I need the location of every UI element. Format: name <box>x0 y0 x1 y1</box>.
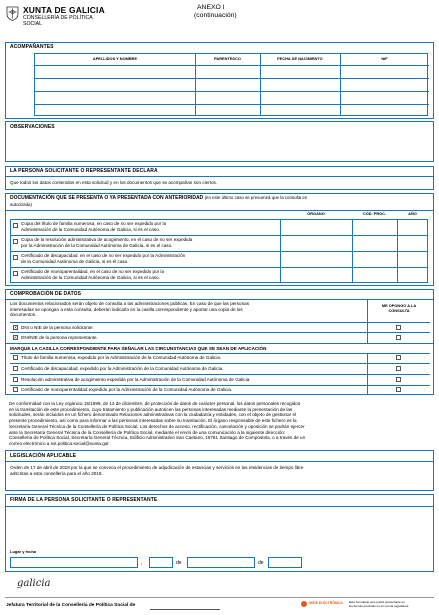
dept-line2: SOCIAL <box>23 21 43 27</box>
companion-name-field[interactable] <box>35 78 195 91</box>
declara-text: Que todos los datos contenidos en esta solicitud y en los documentos que se acompañan son ciertos. <box>10 180 218 185</box>
divider <box>260 54 261 116</box>
doc-item-line: Certificado de monoparentalidad, en el caso de no ser expedido por la <box>21 269 165 274</box>
col-parentesco: PARENTESCO <box>214 56 241 61</box>
doc-item-familia <box>21 221 277 232</box>
documentacion-title-bold: DOCUMENTACIÓN QUE SE PRESENTA O YA PRESENTADA CON ANTERIORIDAD <box>10 195 204 201</box>
lugar-fecha-label: Lugar y fecha <box>10 549 37 554</box>
divider <box>10 235 428 236</box>
doc-item-line: por la Administración de la Comunidad Autónoma de Galicia, si es el caso. <box>21 242 173 248</box>
legislacion-line: adscritas a esta consellería para el año 2018. <box>10 470 103 476</box>
dni-representante-label: DNI/NIE de la persona representante. <box>21 335 98 340</box>
dni-solicitante-label: DNI o NIE de la persona solicitante. <box>21 325 94 330</box>
proteccion-line: Secretaría General Técnica de la Consellería de Política Social. Los derechos de acceso, rectificación, cancelación y oposición se podrán ejercer <box>9 423 305 429</box>
col-apellidos-nombre: APELLIDOS Y NOMBRE <box>92 56 138 61</box>
legislacion-title: LEGISLACIÓN APLICABLE <box>10 453 77 459</box>
doc-item-line: de la Comunidad Autónoma de Galicia, si es el caso. <box>21 258 129 264</box>
firma-title: FIRMA DE LA PERSONA SOLICITANTE O REPRESENTANTE <box>10 497 158 503</box>
acompanantes-title: ACOMPAÑANTES <box>10 44 54 50</box>
proteccion-line: presente procedimiento, así como para informar a las personas interesadas sobre su tramitación. El órgano responsable de este fichero es la <box>9 418 297 424</box>
oppose-header-line1: ME OPONGO A LA <box>381 303 417 308</box>
mes-field[interactable] <box>187 557 255 568</box>
divider <box>340 54 341 116</box>
dni-solicitante-checkbox[interactable]: × <box>14 325 17 330</box>
annex-continuation: (continuación) <box>194 12 237 19</box>
proteccion-line: ante la Secretaría General Técnica de la Consellería de Política Social, mediante el envío de una comunicación a la siguiente dirección: <box>9 429 286 435</box>
companion-name-field[interactable] <box>35 65 195 78</box>
documentacion-title-note2: autorizada) <box>10 202 32 207</box>
col-ano: AÑO <box>408 211 417 216</box>
declara-title: LA PERSONA SOLICITANTE O REPRESENTANTE DECLARA <box>10 168 158 174</box>
oppose-familia-checkbox[interactable] <box>396 355 401 360</box>
comprobacion-intro <box>10 301 365 318</box>
intro-line: documentos. <box>10 312 37 317</box>
marque-title: MARQUE LA CASILLA CORRESPONDIENTE PARA SEÑALAR LAS CIRCUNSTANCIAS QUE SE SEAN DE APLICACIÓN <box>10 346 267 351</box>
intro-line: Los documentos relacionados serán objeto de consulta a las administraciones públicas. En caso de que las personas <box>10 301 250 306</box>
divider <box>5 176 434 177</box>
companion-name-field[interactable] <box>35 91 195 104</box>
sede-note-line2: las formas previstas en su norma reguladora <box>349 604 409 608</box>
observaciones-field[interactable] <box>10 132 430 160</box>
marque-familia-checkbox[interactable] <box>13 355 18 360</box>
oppose-monoparentalidad-checkbox[interactable] <box>396 387 401 392</box>
observaciones-title: OBSERVACIONES <box>10 124 55 130</box>
dni-representante-checkbox[interactable]: × <box>14 335 17 340</box>
oppose-representante-checkbox[interactable] <box>396 335 401 340</box>
divider <box>10 322 430 323</box>
marque-monoparentalidad-checkbox[interactable] <box>13 387 18 392</box>
galicia-logo: galicia <box>17 578 51 589</box>
org-name: XUNTA DE GALICIA <box>23 5 105 15</box>
legislacion-line: Orden de 17 de abril de 2018 por la que se convoca el procedimiento de adjudicación de estancias y servicios en las residencias de tiempo libre <box>10 465 304 470</box>
oppose-discapacidad-checkbox[interactable] <box>396 366 401 371</box>
annex-title: ANEXO I <box>197 4 225 11</box>
marque-familia-label: Título de familia numerosa, expedido por la Administración de la Comunidad Autónoma de Galicia. <box>21 355 222 360</box>
oppose-header <box>368 304 430 313</box>
doc-item-discapacidad <box>21 253 277 264</box>
xunta-shield-icon <box>6 6 19 21</box>
dia-field[interactable] <box>149 557 173 568</box>
documentacion-title <box>10 195 307 201</box>
col-cod-proc: CÓD. PROC. <box>362 211 387 216</box>
divider <box>10 251 428 252</box>
divider <box>367 353 368 395</box>
companion-name-field[interactable] <box>35 104 195 116</box>
jefatura-label: Jefatura Territorial de la Consellería de Política Social de <box>6 603 136 608</box>
col-organo: ÓRGANO <box>307 211 325 216</box>
doc-checkbox-monoparentalidad[interactable] <box>13 271 18 276</box>
proteccion-line: correo electrónico a sxt.politica.social@xunta.gal <box>9 441 109 447</box>
oppose-acogimiento-checkbox[interactable] <box>396 377 401 382</box>
marque-acogimiento-checkbox[interactable] <box>13 377 18 382</box>
intro-line: interesadas se opongan a esta consulta, deberán indicarlo en la casilla correspondiente y aportar una copia de los <box>10 306 243 312</box>
comma-separator: , <box>141 560 143 566</box>
doc-item-line: Copia del título de familia numerosa, en caso de no ser expedido por la <box>21 221 167 226</box>
doc-checkbox-familia[interactable] <box>13 223 18 228</box>
proteccion-line: en la tramitación de este procedimiento, cuyo tratamiento y publicación autoricen las personas interesadas mediante la presentación de las <box>9 406 293 412</box>
doc-item-acogimiento <box>21 237 277 248</box>
doc-checkbox-acogimiento[interactable] <box>13 239 18 244</box>
proteccion-line: De conformidad con la Ley orgánica 15/1999, de 13 de diciembre, de protección de datos de carácter personal, los datos personales recogidos <box>9 401 301 406</box>
sede-electronica-label: SEDE ELECTRÓNICA <box>309 601 343 605</box>
proteccion-line: Consellería de Política Social, Secretaría General Técnica, Edificio Administrativo San Caetano, 15781 Santiago de Compostela, o a través de un <box>9 435 306 441</box>
sede-electronica-icon <box>301 601 307 607</box>
footer-rule <box>5 597 434 598</box>
col-nif: NIF <box>381 56 388 61</box>
marque-discapacidad-label: Certificado de discapacidad, expedido por la Administración de la Comunidad Autónoma de Galicia. <box>21 366 224 371</box>
divider <box>5 461 434 462</box>
ano-field[interactable] <box>268 557 302 568</box>
doc-item-line: Administración de la Comunidad Autónoma de Galicia, si es el caso. <box>21 226 160 232</box>
divider <box>5 343 434 344</box>
divider <box>367 299 368 343</box>
proteccion-line: solicitudes, serán incluidos en un fichero denominado Relaciones administrativas con la ciudadanía y entidades, con el objeto de gestionar el <box>9 412 297 418</box>
dept-line1: CONSELLERÍA DE POLÍTICA <box>23 15 93 21</box>
divider <box>5 299 434 300</box>
doc-item-line: Copia de la resolución administrativa de acogimiento, en el caso de no ser expedida <box>21 237 193 242</box>
lugar-field[interactable] <box>10 557 138 568</box>
doc-item-line: Administración de la Comunidad Autónoma de Galicia, si es el caso. <box>21 274 160 280</box>
acompanantes-table <box>34 53 428 116</box>
doc-item-monoparentalidad <box>21 269 277 280</box>
jefatura-fill-line[interactable] <box>150 609 220 610</box>
divider <box>10 267 428 268</box>
proteccion-datos-text <box>9 401 431 447</box>
divider <box>10 332 430 333</box>
xunta-logo <box>6 6 19 21</box>
doc-item-line: Certificado de discapacidad, en el caso de no ser expedido por la Administración <box>21 253 186 258</box>
marque-monoparentalidad-label: Certificado de monoparentalidad expedido por la Administración de la Comunidad Autónoma de Galicia. <box>21 387 233 392</box>
col-fecha-nacimiento: FECHA DE NACIMIENTO <box>277 56 323 61</box>
divider <box>5 506 434 507</box>
oppose-header-line2: CONSULTA <box>388 307 410 313</box>
doc-checkbox-discapacidad[interactable] <box>13 255 18 260</box>
marque-acogimiento-label: Resolución administrativa de acogimiento expedida por la Administración de la Comunidad Autónoma de Galicia. <box>21 377 251 382</box>
sede-note-line1: Este formulario solo podrá presentarse en <box>349 600 405 604</box>
legislacion-text <box>10 465 430 476</box>
documentacion-title-note: (en este último caso se presumirá que la consulta es <box>204 195 308 200</box>
comprobacion-title: COMPROBACIÓN DE DATOS <box>10 291 82 297</box>
oppose-solicitante-checkbox[interactable] <box>396 325 401 330</box>
de-separator-1: de <box>176 560 182 566</box>
divider <box>195 54 196 116</box>
marque-discapacidad-checkbox[interactable] <box>13 366 18 371</box>
signature-area[interactable] <box>10 509 430 549</box>
de-separator-2: de <box>258 560 264 566</box>
